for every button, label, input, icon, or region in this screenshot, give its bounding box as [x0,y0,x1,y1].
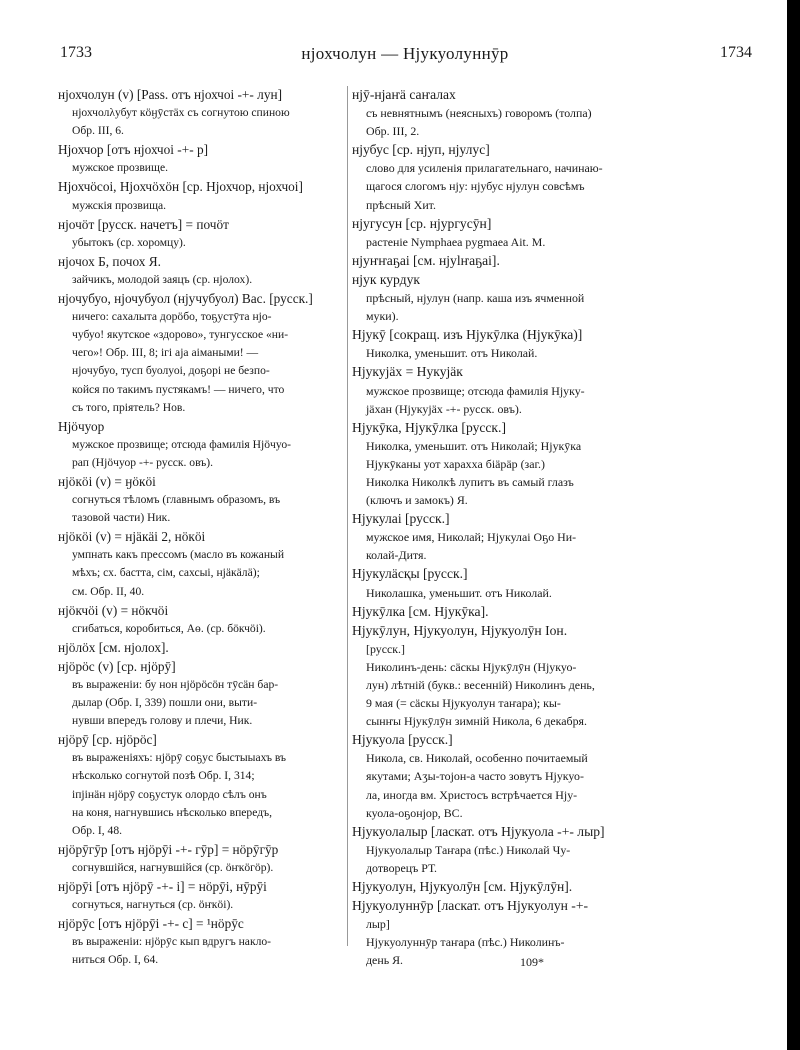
entry-headword-line: Нјукуолуннӯр [ласкат. отъ Нјукуолун -+- [352,898,589,914]
entry-definition-line: прѣсный, нјулун (напр. каша изъ ячменной [366,291,585,306]
entry-definition-line: чубуо! якутское «здорово», тунгусское «ни- [72,328,289,342]
dictionary-entry [58,602,344,638]
entry-definition-line: (ключъ и замокъ) Я. [366,493,468,508]
signature-mark: 109* [520,955,544,969]
entry-definition-line: муки). [366,309,399,324]
entry-definition-line: нјочубуо, тусп буолуоі, доҕорі не безпо- [72,364,270,378]
entry-headword-line: Нјохчӧсоі, Нјохчӧхӧн [ср. Нјохчор, нјохчоі] [58,179,303,195]
entry-definition-line: щагося слогомъ нју: нјубус нјулун совсѣмъ [366,179,585,194]
entry-definition-line: въ выраженіяхъ: нјӧрӯ соҕус быстыыахъ въ [72,751,287,765]
dictionary-entry [352,326,740,362]
entry-headword-line: Нјукуолун, Нјукуолӯн [см. Нјукӯлӯн]. [352,879,573,895]
dictionary-entry [58,418,344,472]
entry-definition-line: койся по такимъ пустякамъ! — ничего, что [72,382,285,396]
left-column [58,86,344,971]
dictionary-entry [352,897,740,969]
entry-definition-line: колай-Дитя. [366,548,427,563]
entry-definition-line: мѣхъ; сх. бастта, сім, сахсыі, нјӓкӓлӓ); [72,566,260,580]
entry-definition-line: убытокъ (ср. хоромцу). [72,235,186,249]
entry-definition-line: Николинъ-день: сӓскы Нјукӯлӯн (Нјукуо- [366,659,577,674]
entry-headword-line: Нјукулаі [русск.] [352,511,450,527]
dictionary-entry [58,253,344,289]
entry-definition-line: Нјукӯканы уот хараххa біӓрӓр (заг.) [366,456,545,471]
entry-definition-line: см. Обр. II, 40. [72,584,145,598]
entry-definition-line: Николашка, уменьшит. отъ Николай. [366,585,552,600]
entry-definition-line: Обр. III, 2. [366,124,420,139]
entry-definition-line: согнуться, нагнуться (ср. ӧҥкӧі). [72,898,234,912]
entry-definition-line: мужское прозвище; отсюда фамилія Нјуку- [366,383,585,398]
entry-definition-line: зайчикъ, молодой заяцъ (ср. нјолох). [72,272,253,286]
dictionary-entry [58,528,344,600]
entry-definition-line: іпјінӓн нјӧрӯ соҕустук олордо сѣлъ онъ [72,787,267,801]
dictionary-entry [352,878,740,896]
dictionary-entry [352,823,740,877]
entry-headword-line: Нјукӯ [сокращ. изъ Нјукӯлка (Нјукӯка)] [352,327,583,343]
entry-headword-line: Нјукӯлка [см. Нјукӯка]. [352,603,489,619]
dictionary-entry [58,878,344,914]
entry-definition-line: въ выраженіи: бу нон нјӧрӧсӧн тӯсӓн бар- [72,678,279,691]
entry-definition-line: нѣсколько согнутой позѣ Обр. I, 314; [72,769,255,783]
entry-definition-line: мужское прозвище. [72,161,168,175]
entry-definition-line: дылар (Обр. I, 339) пошли они, выти- [72,696,258,710]
entry-definition-line: мужскія прозвища. [72,198,167,212]
entry-headword-line: Нјукулӓсқы [русск.] [352,566,468,582]
dictionary-entry [352,603,740,621]
entry-headword-line: нјӧрӯі [отъ нјӧрӯ -+- і] = нӧрӯі, нӯрӯі [58,879,267,895]
running-title: нјохчолун — Нјукуолуннӯр [301,44,509,63]
entry-definition-line: 9 мая (= сӓскы Нјукуолун таҥара); кы- [366,696,561,711]
entry-definition-line: Нјукуолуннӯр таҥара (пѣс.) Николинъ- [366,935,565,950]
dictionary-entry [352,271,740,325]
dictionary-entry [58,915,344,969]
entry-headword-line: Нјӧчуор [58,418,105,434]
entry-definition-line: день Я. [366,953,403,968]
right-column [352,86,740,971]
entry-headword-line: нјӯ-нјаҥӓ саҥалах [352,87,456,102]
dictionary-entry [352,565,740,601]
dictionary-entry [352,252,740,270]
entry-definition-line: въ выраженіи: нјӧрӯс кып вдругъ накло- [72,935,272,949]
entry-definition-line: рап (Нјӧчуор -+- русск. овъ). [72,455,214,469]
dictionary-entry [352,622,740,731]
entry-headword-line: нјугусун [ср. нјургусӯн] [352,215,492,231]
entry-headword-line: нјук курдук [352,271,420,287]
dictionary-entry [58,731,344,840]
entry-definition-line: сгибаться, коробиться, Аө. (ср. бӧкчӧі). [72,621,266,635]
page-edge-bar [787,0,800,1050]
dictionary-entry [58,290,344,417]
entry-definition-line: мужское имя, Николай; Нјукулаі Оҕо Ни- [366,530,577,545]
entry-definition-line: съ того, пріятель? Нов. [72,400,186,414]
entry-definition-line: лун) лѣтній (букв.: весенній) Николинъ день, [366,678,595,692]
entry-definition-line: Обр. III, 6. [72,124,124,138]
entry-definition-line: тазовой части) Ник. [72,511,171,525]
dictionary-entry [58,658,344,730]
entry-headword-line: нјохчолун (v) [Pass. отъ нјохчоі -+- лун] [58,87,283,102]
entry-headword-line: нјӧрӯ [ср. нјӧрӧс] [58,732,157,748]
entry-definition-line: ниться Обр. I, 64. [72,953,159,967]
entry-definition-line: якутами; Аӡы-тојон-а часто зовутъ Нјукуо- [366,769,584,784]
entry-definition-line: [русск.] [366,641,405,656]
entry-definition-line: дотворецъ РТ. [366,860,438,875]
dictionary-entry [352,215,740,251]
dictionary-entry [58,141,344,177]
entry-definition-line: лыр] [366,917,390,932]
page-number-left: 1733 [60,44,92,61]
entry-headword-line: нјӧкчӧі (v) = нӧкчӧі [58,602,169,618]
entry-definition-line: чего»! Обр. III, 8; ігі аја аімаными! — [72,346,259,360]
entry-definition-line: нувши впередъ голову и плечи, Ник. [72,714,253,728]
entry-headword-line: Нјукӯлун, Нјукуолун, Нјукуолӯн Іон. [352,622,568,638]
entry-headword-line: нјӧлӧх [см. нјолох]. [58,639,169,655]
dictionary-entry [58,178,344,214]
entry-definition-line: прѣсный Хит. [366,197,436,212]
entry-definition-line: сынҥы Нјукӯлӯн зимній Никола, 6 декабря. [366,714,587,729]
entry-headword-line: нјӧкӧі (v) = ӈӧкӧі [58,473,156,489]
dictionary-entry [352,363,740,417]
dictionary-entry [352,141,740,213]
dictionary-entry [58,473,344,527]
entry-definition-line: лa, иногда вм. Христосъ встрѣчается Нју- [366,787,578,802]
entry-definition-line: слово для усиленія прилагательнаго, начинаю- [366,161,603,176]
entry-definition-line: мужское прозвище; отсюда фамилія Нјӧчуо- [72,437,292,451]
entry-headword-line: Нјукуолалыр [ласкат. отъ Нјукуола -+- лыр] [352,823,605,839]
entry-headword-line: нјӧрӧс (v) [ср. нјӧрӯ] [58,658,176,674]
entry-definition-line: Николка Николкѣ лупитъ въ самый глазъ [366,474,574,489]
entry-definition-line: согнуться тѣломъ (главнымъ образомъ, въ [72,493,281,507]
entry-headword-line: нјубус [ср. нјуп, нјулус] [352,142,490,158]
entry-headword-line: Нјукујӓх = Нукујӓк [352,364,463,380]
entry-headword-line: Нјукӯка, Нјукӯлка [русск.] [352,419,506,435]
entry-headword-line: нјӧкӧі (v) = нјӓкӓі 2, нӧкӧі [58,529,206,545]
entry-definition-line: растеніе Nymphaea pygmaea Ait. М. [366,234,546,249]
page-header [40,44,770,70]
dictionary-entry [352,731,740,821]
entry-headword-line: нјочӧт [русск. начетъ] = почӧт [58,216,229,232]
entry-definition-line: Никола, св. Николай, особенно почитаемый [366,751,588,766]
entry-headword-line: нјӧрӯс [отъ нјӧрӯі -+- с] = ¹нӧрӯс [58,916,244,932]
entry-definition-line: согнувшійся, нагнувшійся (ср. ӧҥкӧгӧр). [72,860,274,874]
entry-definition-line: съ невнятнымъ (неясныхъ) говоромъ (толпа) [366,106,592,121]
dictionary-entry [58,86,344,140]
entry-headword-line: нјочубуо, нјочубуол (нјучубуол) Вас. [русск.] [58,291,313,307]
dictionary-entry [352,510,740,564]
entry-definition-line: Николка, уменьшит. отъ Николай; Нјукӯка [366,438,582,453]
column-divider [347,86,348,946]
entry-headword-line: Нјукуола [русск.] [352,732,453,748]
entry-definition-line: јӓхан (Нјукујӓх -+- русск. овъ). [366,401,522,416]
entry-definition-line: ничего: сахалыта дорӧбо, тоҕустӯта нјо- [72,310,272,324]
entry-definition-line: умпнать какъ прессомъ (масло въ кожаный [72,548,285,562]
page-number-right: 1734 [720,44,752,61]
dictionary-entry [58,216,344,252]
dictionary-entry [58,841,344,877]
entry-headword-line: нјочох Б, почох Я. [58,253,161,269]
dictionary-entry [352,86,740,140]
entry-headword-line: нјуҥҥаҕаі [см. нјуlҥаҕаі]. [352,252,500,268]
entry-definition-line: куола-оҕонјор, ВС. [366,805,463,820]
dictionary-entry [58,639,344,657]
entry-definition-line: Нјукуолалыр Таҥара (пѣс.) Николай Чу- [366,842,571,857]
dictionary-entry [352,419,740,509]
entry-definition-line: на коня, нагнувшись нѣсколько впередъ, [72,805,273,819]
entry-headword-line: нјӧрӯгӯр [отъ нјӧрӯі -+- гӯр] = нӧрӯгӯр [58,841,279,857]
entry-headword-line: Нјохчор [отъ нјохчоі -+- р] [58,142,209,158]
entry-definition-line: Обр. I, 48. [72,823,123,837]
entry-definition-line: Николка, уменьшит. отъ Николай. [366,346,538,361]
entry-definition-line: нјохчолλубут кӧӈӯстӓх съ согнутою спиною [72,106,290,120]
